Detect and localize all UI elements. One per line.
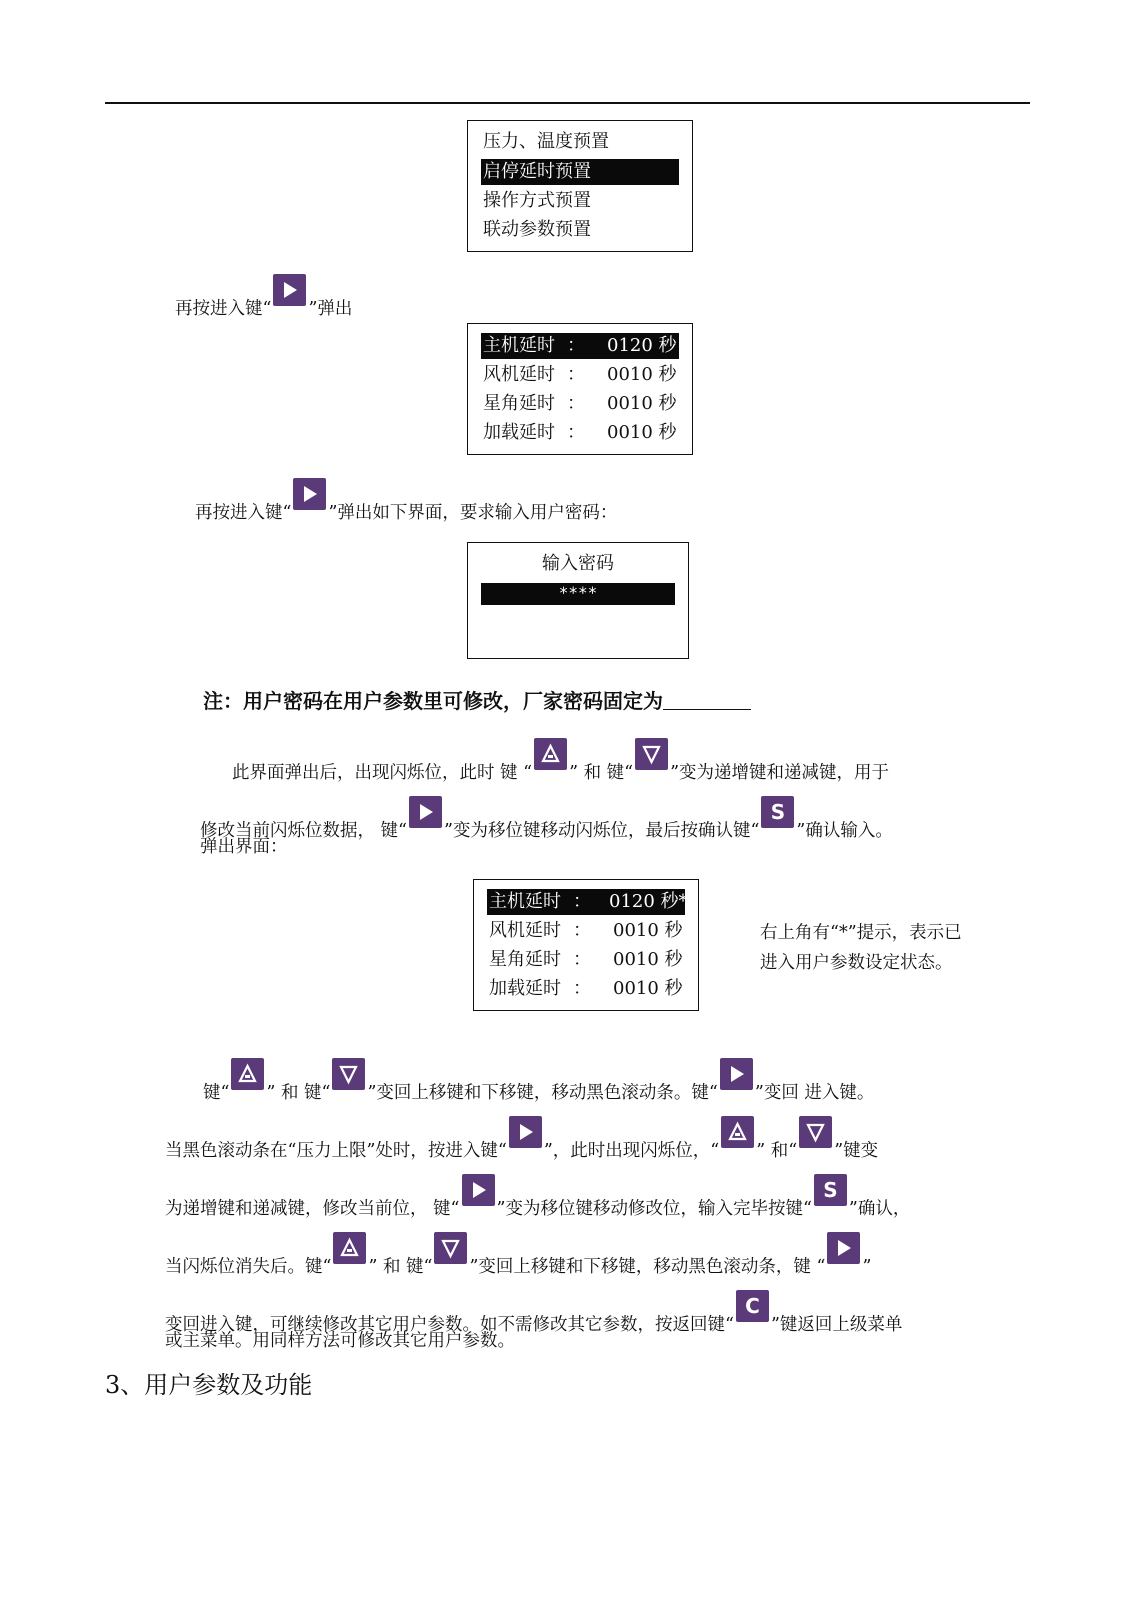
lcd-delay-list: [467, 323, 693, 455]
down-arrow-icon: [799, 1116, 832, 1148]
delay-edit-row-load: 加载延时 ： 0010 秒: [489, 978, 683, 999]
section-heading: 3、用户参数及功能: [105, 1371, 313, 1399]
confirm-s-key-icon: S: [761, 796, 794, 828]
para3-line2: 修改当前闪烁位数据， 键“ ”变为移位键移动闪烁位，最后按确认键“ S ”确认输入。: [200, 796, 893, 846]
play-icon: [462, 1174, 495, 1206]
para3-line3: 弹出界面：: [200, 837, 288, 857]
top-rule: [105, 102, 1030, 104]
up-arrow-icon: [534, 738, 567, 770]
delay-edit-row-fan: 风机延时 ： 0010 秒: [489, 920, 683, 941]
down-arrow-icon: [635, 738, 668, 770]
delay-edit-row-main: 主机延时 ： 0120 秒*: [487, 889, 685, 915]
password-blank: [663, 689, 751, 710]
para4-line6: 或主菜单。用同样方法可修改其它用户参数。: [165, 1331, 515, 1351]
lcd-password: [467, 542, 689, 659]
down-arrow-icon: [434, 1232, 467, 1264]
para4-line1: 键“ ” 和 键“ ”变回上移键和下移键，移动黑色滚动条。键“ ”变回 进入键。: [203, 1058, 874, 1108]
confirm-s-key-icon: S: [814, 1174, 847, 1206]
play-icon: [293, 478, 326, 510]
play-icon: [409, 796, 442, 828]
password-field: ****: [481, 583, 675, 605]
up-arrow-icon: [721, 1116, 754, 1148]
play-icon: [273, 274, 306, 306]
para4-line2: 当黑色滚动条在“压力上限”处时，按进入键“ ”，此时出现闪烁位，“ ” 和“ ”键变: [165, 1116, 878, 1166]
para4-line3: 为递增键和递减键，修改当前位， 键“ ”变为移位键移动修改位，输入完毕按键“ S ”确认，: [165, 1174, 910, 1224]
para-password-prompt: 再按进入键“ ”弹出如下界面，要求输入用户密码：: [195, 478, 617, 528]
side-note-line2: 进入用户参数设定状态。: [760, 953, 953, 973]
password-title: 输入密码: [542, 553, 614, 574]
menu-item-pressure-temp: 压力、温度预置: [483, 131, 609, 152]
up-arrow-icon: [333, 1232, 366, 1264]
para4-line5: 变回进入键，可继续修改其它用户参数。如不需修改其它参数，按返回键“ C ”键返回上级菜单: [165, 1290, 902, 1340]
menu-item-start-stop-delay: 启停延时预置: [481, 159, 679, 185]
delay-row-load: 加载延时 ： 0010 秒: [483, 422, 677, 443]
delay-edit-row-star-delta: 星角延时 ： 0010 秒: [489, 949, 683, 970]
lcd-menu-preset: [467, 120, 693, 252]
side-note-line1: 右上角有“*”提示，表示已: [760, 923, 962, 943]
delay-row-fan: 风机延时 ： 0010 秒: [483, 364, 677, 385]
para4-line4: 当闪烁位消失后。键“ ” 和 键“ ”变回上移键和下移键，移动黑色滚动条，键 “ ”: [165, 1232, 871, 1282]
play-icon: [827, 1232, 860, 1264]
down-arrow-icon: [332, 1058, 365, 1090]
para-enter-popup: 再按进入键“ ”弹出: [175, 274, 352, 324]
para3-line1: 此界面弹出后，出现闪烁位，此时 键 “ ” 和 键“ ”变为递增键和递减键，用于: [232, 738, 889, 788]
play-icon: [720, 1058, 753, 1090]
delay-row-star-delta: 星角延时 ： 0010 秒: [483, 393, 677, 414]
menu-item-operation-mode: 操作方式预置: [483, 190, 591, 211]
note-password: 注：用户密码在用户参数里可修改，厂家密码固定为: [203, 686, 751, 716]
menu-item-linkage-params: 联动参数预置: [483, 219, 591, 240]
delay-row-main: 主机延时 ： 0120 秒: [481, 333, 679, 359]
play-icon: [509, 1116, 542, 1148]
back-c-key-icon: C: [736, 1290, 769, 1322]
lcd-delay-edit: [473, 879, 699, 1011]
up-arrow-icon: [231, 1058, 264, 1090]
